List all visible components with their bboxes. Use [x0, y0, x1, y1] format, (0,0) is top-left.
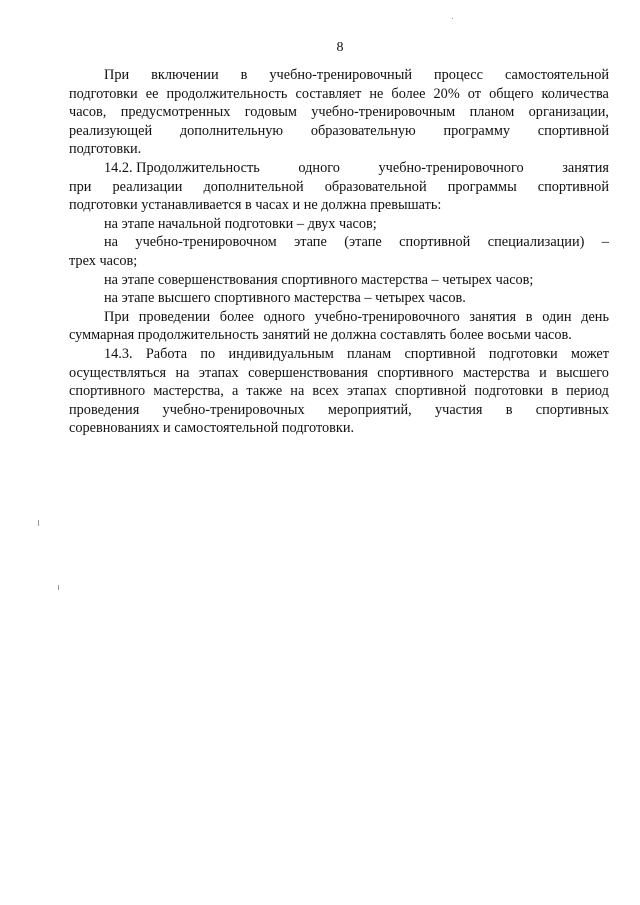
word: в — [240, 67, 248, 83]
word: занятия — [562, 159, 609, 176]
word: составляет — [295, 85, 362, 102]
word: образовательной — [324, 178, 427, 195]
word: предусмотренных — [120, 104, 231, 121]
word: один — [542, 308, 572, 325]
word: мастерства, — [153, 383, 224, 400]
word: занятия — [469, 308, 517, 325]
word: дополнительную — [179, 122, 284, 139]
list-item-2-line-1 — [69, 233, 609, 252]
list-item-1: на этапе начальной подготовки – двух часов; — [104, 215, 377, 232]
word: – — [601, 234, 609, 251]
word: день — [581, 308, 609, 325]
word: мастерства — [462, 364, 530, 381]
word: участия — [434, 401, 483, 418]
paragraph-1-line-3 — [69, 103, 609, 122]
word: в — [551, 383, 558, 400]
word: учебно-тренировочный — [269, 67, 412, 83]
word: годовым — [244, 104, 297, 121]
word: может — [570, 345, 609, 362]
scan-artifact-mark — [38, 520, 39, 526]
word: этапах — [198, 364, 239, 381]
word: на — [290, 383, 305, 400]
word: 14.3. — [104, 345, 133, 362]
page-number: 8 — [336, 40, 344, 55]
paragraph-4-line-4 — [69, 401, 609, 420]
word: спортивной — [399, 234, 471, 251]
paragraph-2-line-3: подготовки устанавливается в часах и не должна превышать: — [69, 197, 442, 214]
list-item-3: на этапе совершенствования спортивного мастерства – четырех часов; — [104, 271, 534, 288]
word: осуществляться — [69, 364, 167, 381]
paragraph-4-line-2 — [69, 364, 609, 383]
scan-artifact-mark — [452, 18, 453, 19]
paragraph-1 — [69, 66, 609, 159]
word: не — [369, 85, 384, 102]
word: спортивной — [537, 178, 609, 195]
list-item-2-line-2: трех часов; — [69, 252, 138, 269]
paragraph-2-line-2 — [69, 178, 609, 197]
word: проведения — [69, 401, 140, 418]
paragraph-4 — [69, 345, 609, 438]
word: более — [219, 308, 254, 325]
word: учебно-тренировочного — [314, 308, 460, 325]
word: учебно-тренировочном — [135, 234, 277, 251]
word: период — [566, 383, 609, 400]
word: одного — [263, 308, 305, 325]
paragraph-4-line-1 — [69, 345, 609, 364]
word: высшего — [556, 364, 609, 381]
word: всех — [312, 383, 339, 400]
word: спортивной — [395, 383, 467, 400]
paragraph-1-line-4 — [69, 122, 609, 141]
word: Работа — [145, 345, 188, 362]
word: учебно-тренировочного — [378, 159, 524, 176]
word: на — [175, 364, 190, 381]
list-item-4: на этапе высшего спортивного мастерства – четырех часов. — [104, 290, 466, 307]
word: одного — [298, 159, 340, 176]
word: продолжительность — [166, 85, 288, 102]
word: более — [391, 85, 426, 102]
word: программу — [443, 122, 511, 139]
word: учебно-тренировочным — [311, 104, 456, 121]
document-body — [69, 66, 609, 438]
word: от — [467, 85, 482, 102]
paragraph-3-line-1 — [69, 308, 609, 327]
word: включении — [151, 67, 219, 83]
paragraph-4-line-5: соревнованиях и самостоятельной подготовки. — [69, 420, 355, 437]
word: общего — [489, 85, 534, 102]
word: самостоятельной — [505, 67, 609, 83]
word: совершенствования — [248, 364, 368, 381]
word: в — [505, 401, 513, 418]
paragraph-2 — [69, 159, 609, 215]
word: подготовки — [69, 85, 138, 102]
word: подготовки — [488, 345, 558, 362]
word: этапе — [294, 234, 327, 251]
word: При — [104, 67, 130, 83]
word: проведении — [138, 308, 211, 325]
word: при — [69, 178, 92, 195]
word: спортивного — [377, 364, 454, 381]
word: планам — [347, 345, 392, 362]
paragraph-1-line-2 — [69, 85, 609, 104]
word: 20% — [433, 85, 460, 102]
word: мероприятий, — [327, 401, 412, 418]
word: дополнительной — [203, 178, 304, 195]
paragraph-2-line-1 — [69, 159, 609, 178]
paragraph-4-line-3 — [69, 382, 609, 401]
word: реализации — [112, 178, 183, 195]
word: спортивной — [537, 122, 609, 139]
word: реализующей — [69, 122, 153, 139]
word: При — [104, 308, 130, 325]
word: образовательную — [310, 122, 416, 139]
word: на — [104, 234, 118, 251]
word: ее — [145, 85, 159, 102]
word: также — [246, 383, 283, 400]
word: по — [200, 345, 216, 362]
word: планом — [469, 104, 515, 121]
paragraph-3 — [69, 308, 609, 345]
word: этапах — [347, 383, 387, 400]
word: а — [231, 383, 239, 400]
word: специализации) — [487, 234, 585, 251]
word: организации, — [528, 104, 609, 121]
word: спортивных — [535, 401, 609, 418]
word: часов, — [69, 104, 107, 121]
word: количества — [541, 85, 609, 102]
word: (этапе — [344, 234, 382, 251]
paragraph-1-line-1 — [69, 66, 609, 85]
word: процесс — [434, 67, 483, 83]
word: спортивной — [404, 345, 476, 362]
word: в — [525, 308, 533, 325]
word: 14.2. Продолжительность — [104, 159, 260, 176]
word: подготовки — [474, 383, 544, 400]
scan-artifact-mark — [58, 585, 59, 590]
word: индивидуальным — [228, 345, 334, 362]
word: спортивного — [69, 383, 146, 400]
paragraph-3-line-2: суммарная продолжительность занятий не должна составлять более восьми часов. — [69, 327, 572, 344]
word: программы — [447, 178, 517, 195]
word: учебно-тренировочных — [162, 401, 305, 418]
word: и — [539, 364, 547, 381]
paragraph-1-line-5: подготовки. — [69, 141, 142, 158]
duration-list — [69, 215, 609, 308]
